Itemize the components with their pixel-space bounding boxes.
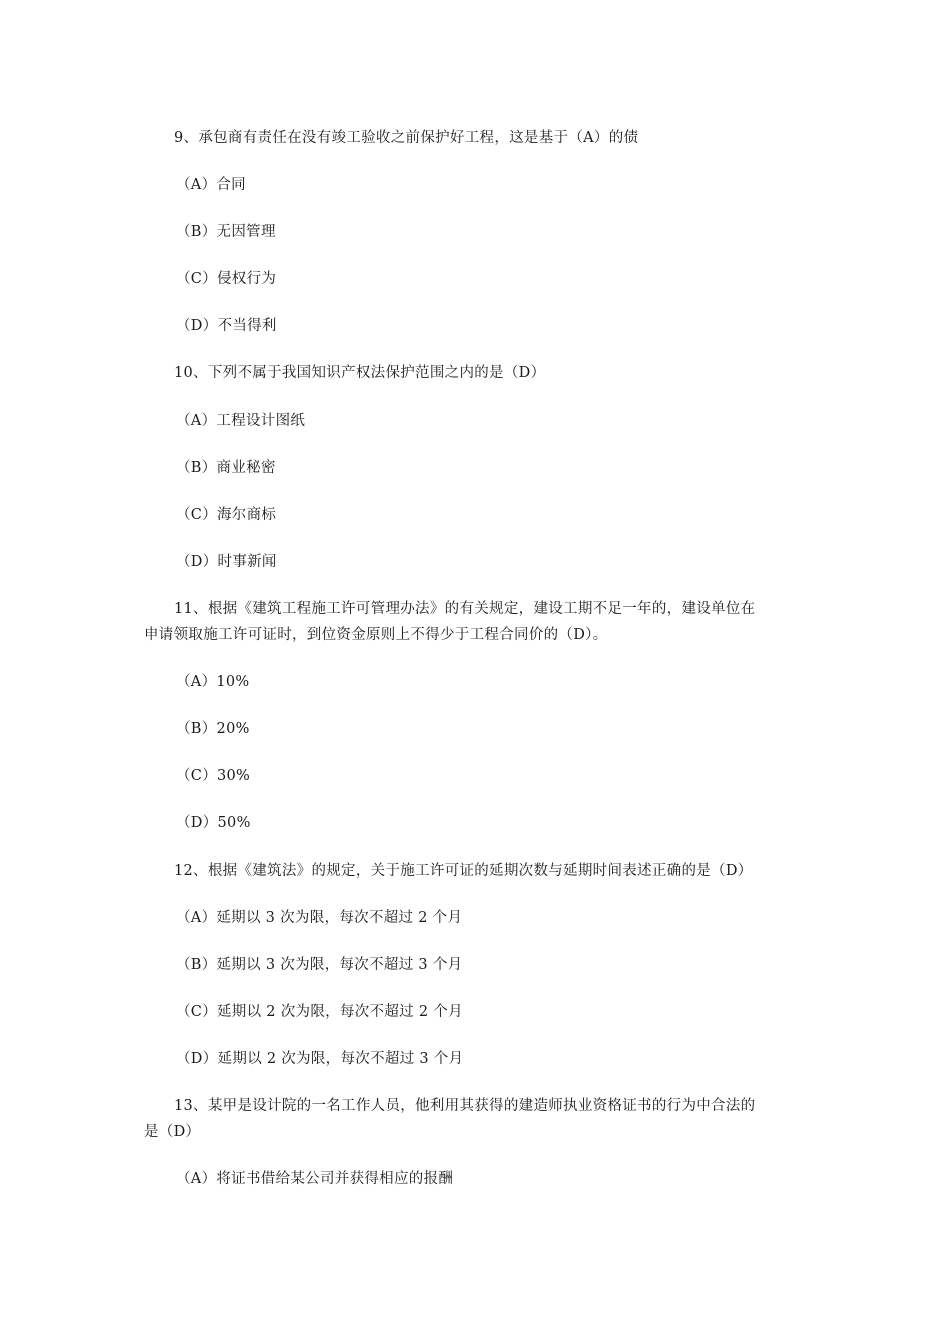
question-13-option-a: （A）将证书借给某公司并获得相应的报酬 bbox=[176, 1171, 454, 1187]
question-11-stem-line2: 申请领取施工许可证时，到位资金原则上不得少于工程合同价的（D）。 bbox=[144, 627, 608, 643]
question-12-option-d: （D）延期以 2 次为限，每次不超过 3 个月 bbox=[176, 1051, 464, 1067]
question-12-stem: 12、根据《建筑法》的规定，关于施工许可证的延期次数与延期时间表述正确的是（D） bbox=[174, 863, 753, 879]
question-12-option-c: （C）延期以 2 次为限，每次不超过 2 个月 bbox=[176, 1004, 463, 1020]
question-9-option-c: （C）侵权行为 bbox=[176, 271, 277, 287]
question-9-option-d: （D）不当得利 bbox=[176, 318, 277, 334]
question-9-option-b: （B）无因管理 bbox=[176, 224, 276, 240]
question-11-stem-line1: 11、根据《建筑工程施工许可管理办法》的有关规定，建设工期不足一年的，建设单位在 bbox=[174, 601, 756, 617]
question-10-option-d: （D）时事新闻 bbox=[176, 554, 277, 570]
question-10-option-c: （C）海尔商标 bbox=[176, 507, 277, 523]
question-11-option-c: （C）30% bbox=[176, 768, 251, 784]
question-12-option-a: （A）延期以 3 次为限，每次不超过 2 个月 bbox=[176, 910, 463, 926]
question-12-option-b: （B）延期以 3 次为限，每次不超过 3 个月 bbox=[176, 957, 463, 973]
question-13-stem-line1: 13、某甲是设计院的一名工作人员，他利用其获得的建造师执业资格证书的行为中合法的 bbox=[174, 1098, 756, 1114]
question-10-option-b: （B）商业秘密 bbox=[176, 460, 276, 476]
question-10-option-a: （A）工程设计图纸 bbox=[176, 413, 306, 429]
question-10-stem: 10、下列不属于我国知识产权法保护范围之内的是（D） bbox=[174, 365, 546, 381]
question-11-option-d: （D）50% bbox=[176, 815, 251, 831]
question-11-option-b: （B）20% bbox=[176, 721, 250, 737]
question-11-option-a: （A）10% bbox=[176, 674, 250, 690]
question-9-option-a: （A）合同 bbox=[176, 177, 246, 193]
question-9-stem: 9、承包商有责任在没有竣工验收之前保护好工程，这是基于（A）的债 bbox=[174, 130, 639, 146]
question-13-stem-line2: 是（D） bbox=[144, 1124, 201, 1140]
